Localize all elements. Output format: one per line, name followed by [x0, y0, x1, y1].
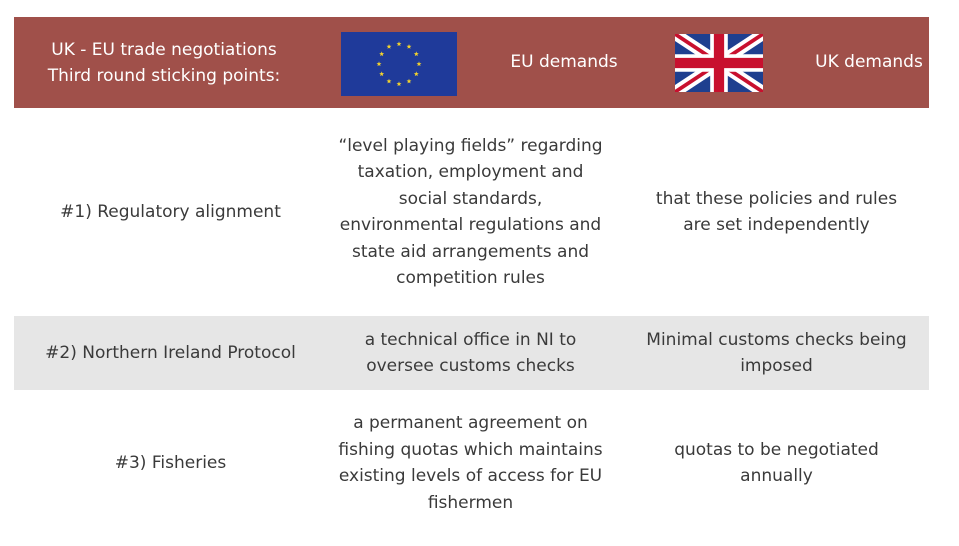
- row-eu-demand: [327, 316, 614, 390]
- eu-demand-line: environmental regulations and: [339, 215, 602, 235]
- eu-demand-line: social standards,: [398, 188, 543, 209]
- header-title-line1: UK - EU trade negotiations: [51, 40, 277, 60]
- eu-demand-line: taxation, employment and: [357, 162, 584, 182]
- row-uk-demand: [629, 108, 924, 316]
- row-topic: #1) Regulatory alignment: [60, 201, 281, 222]
- eu-demand-line: a permanent agreement on: [353, 413, 588, 433]
- uk-demand-line: quotas to be negotiated: [674, 439, 879, 460]
- row-eu-demand: [327, 108, 614, 316]
- eu-demand-line: state aid arrangements and: [351, 241, 590, 262]
- table-row: [14, 316, 929, 390]
- table-header: [14, 17, 929, 108]
- header-title-line2: Third round sticking points:: [47, 66, 281, 86]
- uk-demand-line: imposed: [740, 356, 813, 376]
- eu-demand-line: “level playing fields” regarding: [338, 135, 603, 156]
- row-topic: #3) Fisheries: [114, 452, 227, 473]
- eu-demand-line: existing levels of access for EU: [338, 466, 603, 486]
- eu-demands-label: EU demands: [510, 52, 618, 72]
- row-uk-demand: [629, 316, 924, 390]
- row-topic: #2) Northern Ireland Protocol: [45, 342, 296, 363]
- table-row: [14, 108, 929, 316]
- row-uk-demand: [629, 390, 924, 536]
- eu-demand-line: a technical office in NI to: [364, 329, 577, 350]
- uk-flag-icon: [675, 34, 763, 92]
- eu-demand-line: oversee customs checks: [366, 356, 575, 376]
- uk-demand-line: annually: [740, 466, 813, 486]
- header-title: [14, 37, 314, 89]
- uk-demands-label: UK demands: [815, 52, 923, 72]
- eu-flag-icon: [341, 32, 457, 96]
- table-row: [14, 390, 929, 536]
- eu-demand-line: fishing quotas which maintains: [338, 439, 603, 460]
- uk-demand-line: Minimal customs checks being: [646, 329, 907, 350]
- uk-demand-line: that these policies and rules: [655, 188, 898, 209]
- eu-demand-line: competition rules: [396, 268, 545, 288]
- row-eu-demand: [327, 390, 614, 536]
- uk-demand-line: are set independently: [683, 215, 870, 235]
- eu-demand-line: fishermen: [427, 492, 514, 513]
